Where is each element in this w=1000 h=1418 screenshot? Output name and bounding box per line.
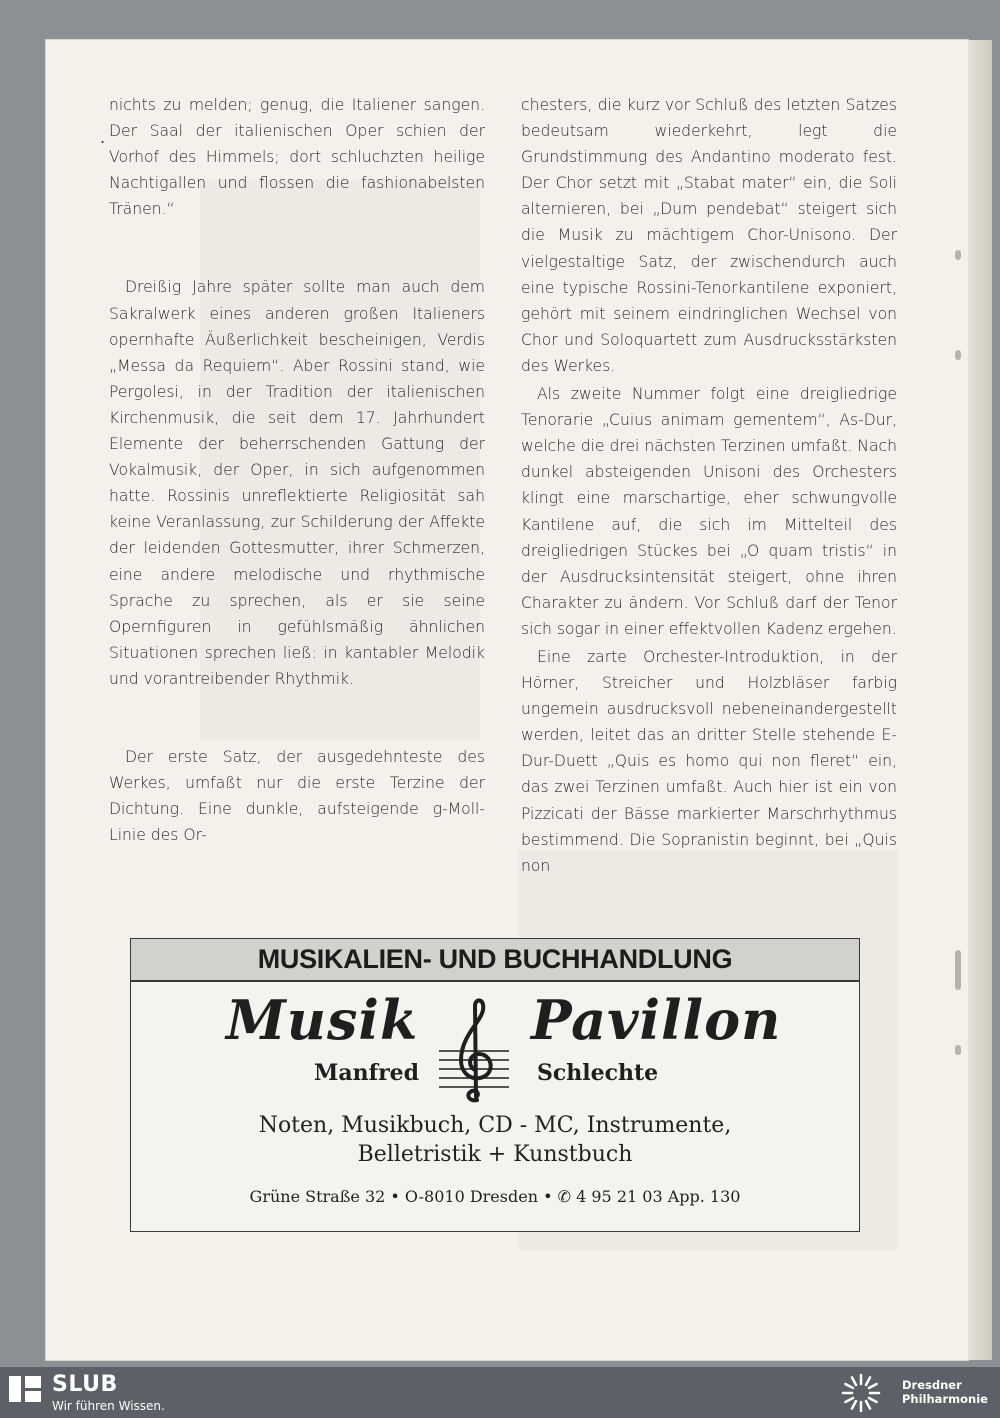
- philharmonie-logo-icon[interactable]: [840, 1372, 882, 1414]
- library-tagline: Wir führen Wissen.: [52, 1399, 165, 1413]
- slub-logo-icon[interactable]: [7, 1374, 43, 1404]
- partner-name[interactable]: [902, 1378, 988, 1406]
- paragraph: Eine zarte Orchester-Introduktion, in der Hörner, Streicher und Holzbläser farbig ungemein ausdrucksvoll nebeneinandergestellt werden, leitet das an dritter Stelle stehende E-Dur-Duett „Quis es homo qui non fleret“ ein, das zwei Terzinen umfaßt. Auch hier ist ein von Pizzicati der Bässe markierter Marschrhythmus bestimmend. Die Sopranistin beginnt, bei „Quis non: [521, 647, 897, 875]
- partner-name-line1: Dresdner: [902, 1378, 962, 1392]
- library-name[interactable]: SLUB: [52, 1372, 118, 1397]
- text-column-right: [521, 92, 897, 879]
- treble-clef-icon: [439, 996, 509, 1106]
- ad-products-line: Noten, Musikbuch, CD - MC, Instrumente,: [258, 1113, 732, 1138]
- stray-mark: .: [100, 128, 106, 147]
- paragraph: nichts zu melden; genug, die Italiener sangen. Der Saal der italienischen Oper schien der Vorhof des Himmels; dort schluchzten heilige Nachtigallen und flossen die fashionabelsten Tränen.“: [109, 96, 485, 219]
- ad-products-line-2: Belletristik + Kunstbuch: [357, 1142, 633, 1167]
- page-edge: [968, 40, 992, 1360]
- binding-hole: [955, 250, 961, 260]
- ad-address: Grüne Straße 32 • O-8010 Dresden • ✆ 4 95 21 03 App. 130: [249, 1187, 741, 1206]
- ad-box: [130, 981, 860, 1232]
- binding-hole: [955, 1045, 961, 1055]
- paragraph: Der erste Satz, der ausgedehnteste des Werkes, umfaßt nur die erste Terzine der Dichtung. Eine dunkle, aufsteigende g-Moll-Linie des Or-: [109, 747, 485, 845]
- binding-hole: [955, 950, 961, 990]
- logo-script-left: Musik: [226, 988, 419, 1052]
- paragraph: chesters, die kurz vor Schluß des letzten Satzes bedeutsam wiederkehrt, legt die Grundstimmung des Andantino moderato fest. Der Chor setzt mit „Stabat mater“ ein, die Soli alternieren, bei „Dum pendebat“ steigert sich die Musik zu mächtigem Chor-Unisono. Der vielgestaltige Satz, der zwischendurch auch eine typische Rossini-Tenorkantilene exponiert, gehört mit seinem eindringlichen Wechsel von Chor und Soloquartett zum Ausdrucksstärksten des Werkes.: [521, 96, 897, 375]
- footer-bar: [0, 1367, 1000, 1418]
- paragraph: Dreißig Jahre später sollte man auch dem Sakralwerk eines anderen großen Italieners opernhafte Äußerlichkeit bescheinigen, Verdis „Messa da Requiem“. Aber Rossini stand, wie Pergolesi, in der Tradition der italienischen Kirchenmusik, die seit dem 17. Jahrhundert Elemente der beherrschenden Gattung der Vokalmusik, der Oper, in sich aufgenommen hatte. Rossinis unreflektierte Religiosität sah keine Veranlassung, zur Schilderung der Affekte der leidenden Gottesmutter, ihrer Schmerzen, eine andere melodische und rhythmische Sprache zu sprechen, als er sie seine Opernfiguren in gefühlsmäßig ähnlichen Situationen sprechen ließ: in kantabler Melodik und vorantreibender Rhythmik.: [109, 278, 485, 688]
- binding-hole: [955, 350, 961, 360]
- text-column-left: [109, 92, 485, 848]
- partner-name-line2: Philharmonie: [902, 1392, 988, 1406]
- paragraph: Als zweite Nummer folgt eine dreigliedrige Tenorarie „Cuius animam gementem“, As-Dur, welche die drei nächsten Terzinen umfaßt. Nach dunkel absteigenden Unisoni des Orchesters klingt eine marschartige, eher schwungvolle Kantilene auf, die sich im Mittelteil des dreigliedrigen Stückes bei „O quam tristis“ in der Ausdrucksintensität steigert, ohne ihren Charakter zu ändern. Vor Schluß darf der Tenor sich sogar in einer effektvollen Kadenz ergehen.: [521, 385, 897, 638]
- ad-banner: [130, 938, 860, 981]
- logo-script-right: Pavillon: [531, 988, 782, 1052]
- owner-last-name: Schlechte: [537, 1060, 659, 1086]
- ad-banner-title: MUSIKALIEN- UND BUCHHANDLUNG: [257, 944, 733, 974]
- owner-first-name: Manfred: [314, 1060, 420, 1086]
- advertisement: [130, 938, 860, 1232]
